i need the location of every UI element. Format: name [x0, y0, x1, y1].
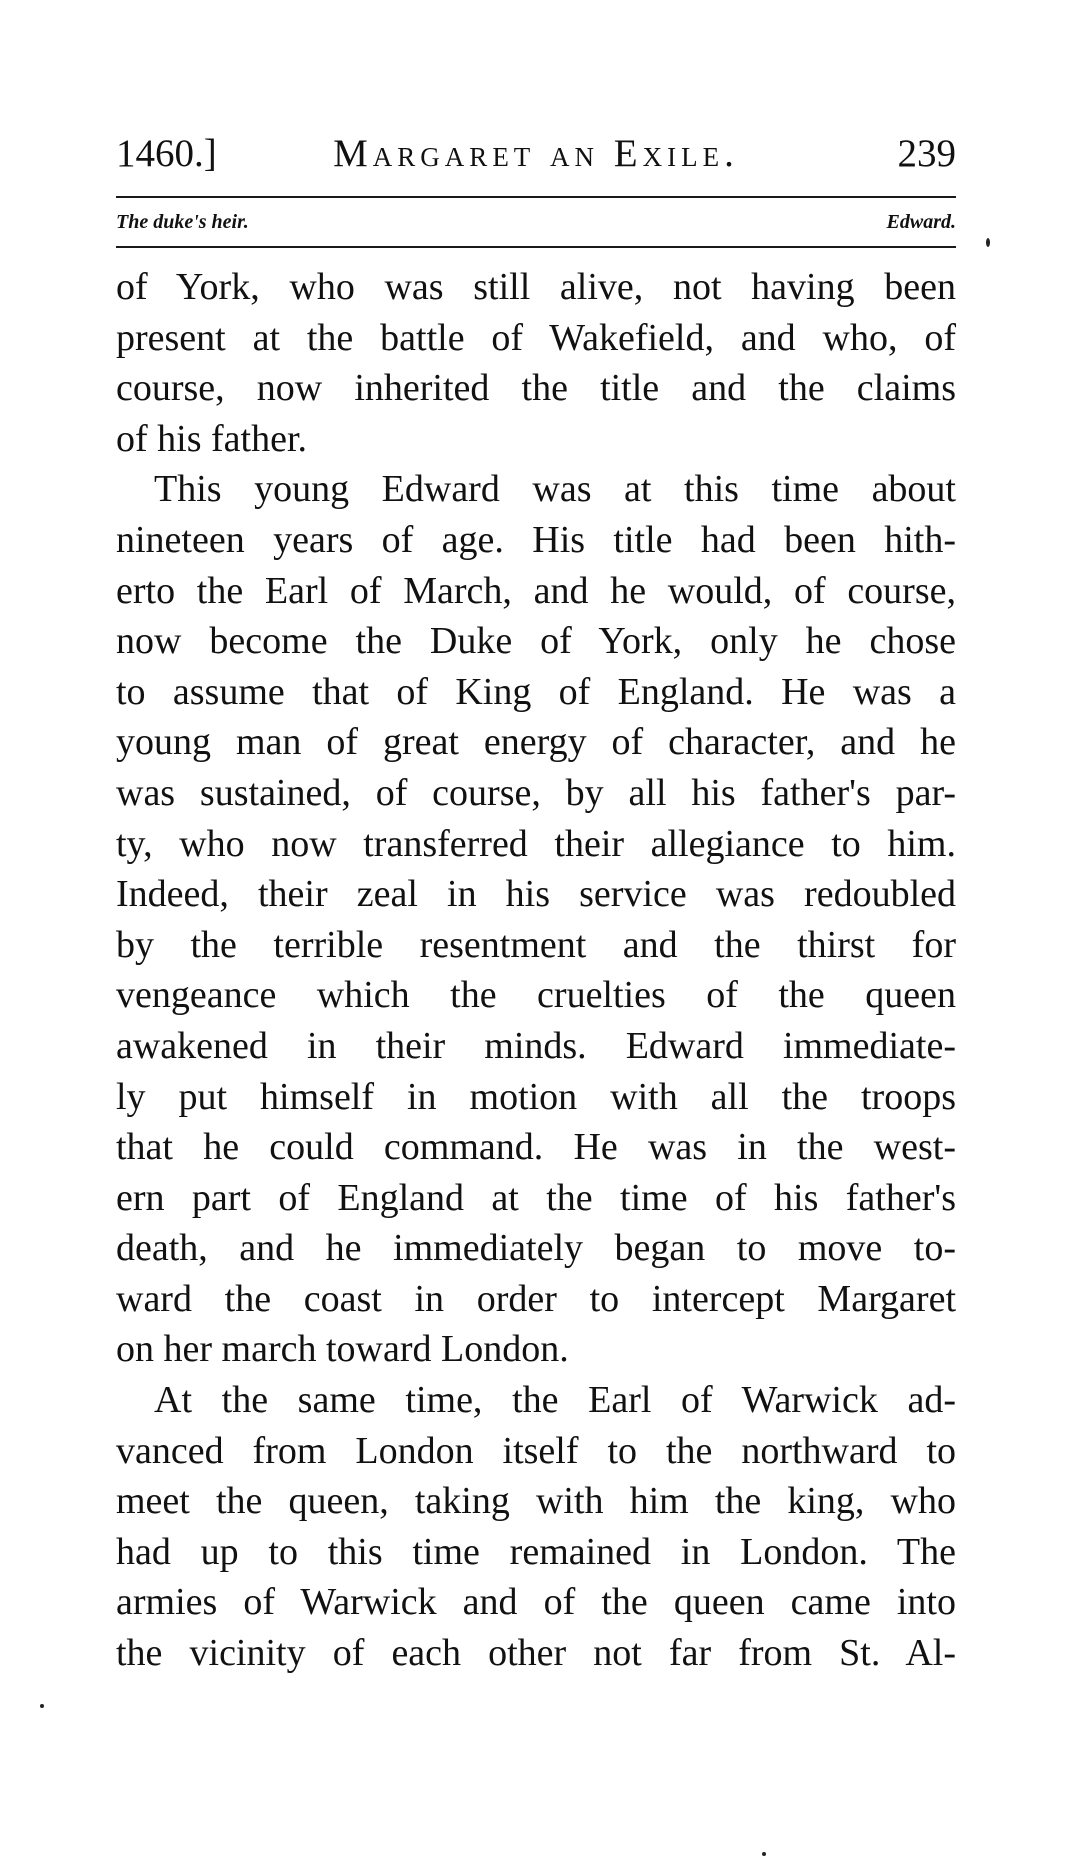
paragraph-1: [116, 262, 956, 464]
text-line: awakened in their minds. Edward immediate-: [116, 1024, 956, 1067]
header-rule-bottom: [116, 246, 956, 248]
text-line: on her march toward London.: [116, 1328, 569, 1371]
text-line: young man of great energy of character, and he: [116, 721, 956, 764]
text-line: ern part of England at the time of his father's: [116, 1176, 956, 1219]
header-rule-top: [116, 196, 956, 198]
paragraph-2: [116, 464, 956, 1375]
text-line: had up to this time remained in London. The: [116, 1530, 956, 1573]
text-line: ward the coast in order to intercept Margaret: [116, 1277, 956, 1320]
text-line: that he could command. He was in the west-: [116, 1126, 956, 1169]
text-line: vengeance which the cruelties of the queen: [116, 974, 956, 1017]
text-line: Indeed, their zeal in his service was redoubled: [116, 873, 956, 916]
body-text: [116, 262, 956, 1679]
text-line: now become the Duke of York, only he chose: [116, 620, 956, 663]
subhead-right: Edward.: [886, 211, 956, 233]
ink-speck: [40, 1704, 44, 1708]
text-line: of his father.: [116, 417, 308, 460]
text-line: This young Edward was at this time about: [154, 468, 956, 511]
text-line: armies of Warwick and of the queen came into: [116, 1581, 956, 1624]
running-head: [116, 128, 956, 180]
text-line: nineteen years of age. His title had been hith-: [116, 518, 956, 561]
text-line: At the same time, the Earl of Warwick ad-: [154, 1379, 956, 1422]
text-line: of York, who was still alive, not having been: [116, 266, 956, 308]
text-line: ty, who now transferred their allegiance to him.: [116, 822, 956, 865]
subhead-left: The duke's heir.: [116, 211, 249, 233]
text-line: death, and he immediately began to move to-: [116, 1227, 956, 1270]
text-line: erto the Earl of March, and he would, of course,: [116, 569, 956, 612]
text-line: meet the queen, taking with him the king, who: [116, 1480, 956, 1523]
text-line: course, now inherited the title and the claims: [116, 367, 956, 410]
marginal-subheads: [116, 207, 956, 237]
text-line: ly put himself in motion with all the troops: [116, 1075, 956, 1118]
text-line: to assume that of King of England. He was a: [116, 670, 956, 713]
text-line: the vicinity of each other not far from St. Al-: [116, 1632, 956, 1675]
header-year: 1460.]: [116, 132, 217, 175]
chapter-title: Margaret an Exile.: [333, 132, 739, 175]
ink-speck: [762, 1852, 766, 1856]
text-line: present at the battle of Wakefield, and who, of: [116, 316, 956, 359]
text-line: was sustained, of course, by all his father's par-: [116, 771, 956, 814]
paragraph-3: [116, 1375, 956, 1679]
ink-speck: [986, 238, 990, 247]
text-line: by the terrible resentment and the thirst for: [116, 923, 956, 966]
page-number: 239: [897, 132, 956, 175]
text-line: vanced from London itself to the northward to: [116, 1429, 956, 1472]
